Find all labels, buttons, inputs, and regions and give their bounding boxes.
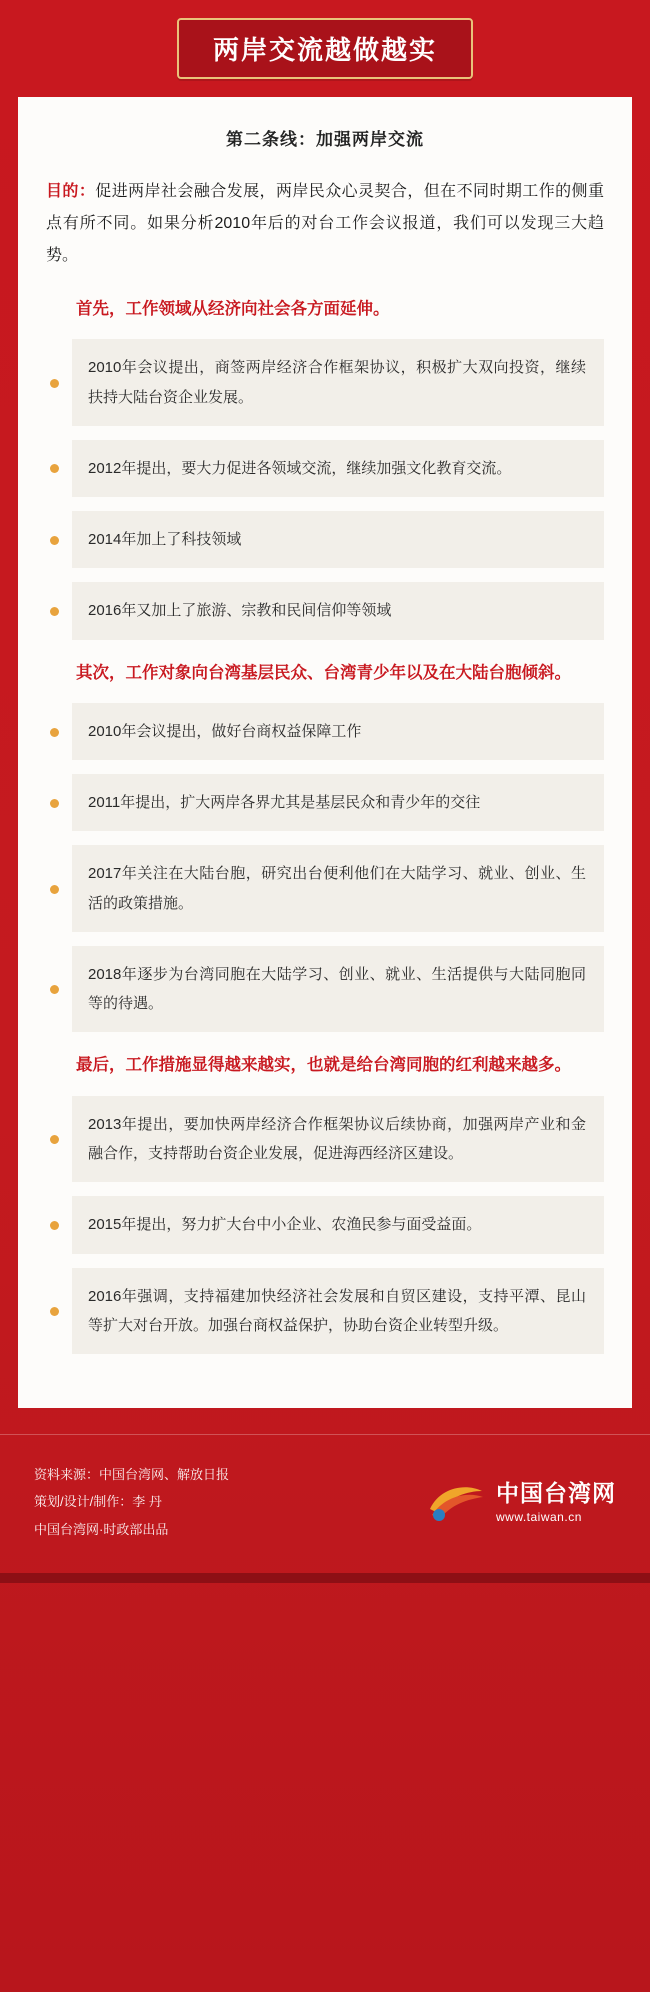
list-item-text: 2010年会议提出，做好台商权益保障工作 — [88, 722, 362, 740]
list-item-text: 2018年逐步为台湾同胞在大陆学习、创业、就业、生活提供与大陆同胞同等的待遇。 — [88, 965, 586, 1013]
content-card — [18, 97, 632, 1408]
site-logo[interactable] — [426, 1479, 616, 1525]
group-heading-2: 其次，工作对象向台湾基层民众、台湾青少年以及在大陆台胞倾斜。 — [76, 663, 571, 682]
bullet-dot-icon — [50, 799, 59, 808]
bullet-dot-icon — [50, 728, 59, 737]
bullet-dot-icon — [50, 1135, 59, 1144]
list-item — [72, 703, 604, 760]
footer-publisher: 中国台湾网·时政部出品 — [34, 1521, 169, 1537]
list-item — [72, 774, 604, 831]
taiwan-net-logo-icon — [426, 1479, 486, 1525]
list-item-text: 2010年会议提出，商签两岸经济合作框架协议，积极扩大双向投资，继续扶持大陆台资企业发展。 — [88, 359, 586, 406]
bullet-dot-icon — [50, 885, 59, 894]
list-item-text: 2014年加上了科技领域 — [88, 531, 242, 549]
lead-keyword: 目的： — [46, 183, 96, 200]
list-item-text: 2012年提出，要大力促进各领域交流，继续加强文化教育交流。 — [88, 459, 512, 477]
footer — [0, 1434, 650, 1573]
list-item-text: 2016年强调，支持福建加快经济社会发展和自贸区建设，支持平潭、昆山等扩大对台开放。加强台商权益保护，协助台资企业转型升级。 — [88, 1287, 586, 1334]
bullet-dot-icon — [50, 536, 59, 545]
bullet-list-3 — [46, 1096, 604, 1354]
list-item — [72, 1196, 604, 1253]
poster-title: 两岸交流越做越实 — [212, 35, 437, 65]
list-item — [72, 582, 604, 639]
list-item-text: 2013年提出，要加快两岸经济合作框架协议后续协商，加强两岸产业和金融合作，支持帮助台资企业发展，促进海西经济区建设。 — [88, 1115, 586, 1163]
list-item — [72, 339, 604, 426]
list-item — [72, 1268, 604, 1355]
list-item-text: 2017年关注在大陆台胞，研究出台便利他们在大陆学习、就业、创业、生活的政策措施。 — [88, 865, 586, 912]
list-item — [72, 440, 604, 497]
list-item — [72, 511, 604, 568]
bullet-dot-icon — [50, 379, 59, 388]
list-item — [72, 946, 604, 1033]
list-item-text: 2015年提出，努力扩大台中小企业、农渔民参与面受益面。 — [88, 1216, 482, 1234]
bullet-list-2 — [46, 703, 604, 1033]
bullet-dot-icon — [50, 464, 59, 473]
bullet-dot-icon — [50, 1221, 59, 1230]
title-banner — [177, 18, 473, 79]
logo-url: www.taiwan.cn — [496, 1510, 582, 1525]
list-item — [72, 1096, 604, 1183]
lead-paragraph — [46, 176, 604, 272]
bullet-list-1 — [46, 339, 604, 639]
section-heading: 第二条线：加强两岸交流 — [226, 130, 424, 149]
bullet-dot-icon — [50, 985, 59, 994]
banner-container — [0, 0, 650, 91]
list-item — [72, 845, 604, 932]
lead-text: 促进两岸社会融合发展，两岸民众心灵契合，但在不同时期工作的侧重点有所不同。如果分析2010年后的对台工作会议报道，我们可以发现三大趋势。 — [46, 183, 604, 264]
list-item-text: 2011年提出，扩大两岸各界尤其是基层民众和青少年的交往 — [88, 794, 481, 812]
bottom-bar — [0, 1573, 650, 1583]
group-heading-1: 首先，工作领域从经济向社会各方面延伸。 — [76, 300, 390, 318]
footer-credits — [34, 1461, 229, 1543]
footer-production: 策划/设计/制作：李 丹 — [34, 1494, 162, 1510]
bullet-dot-icon — [50, 1307, 59, 1316]
bullet-dot-icon — [50, 607, 59, 616]
logo-text-block — [496, 1480, 616, 1525]
list-item-text: 2016年又加上了旅游、宗教和民间信仰等领域 — [88, 602, 392, 620]
group-heading-3: 最后，工作措施显得越来越实，也就是给台湾同胞的红利越来越多。 — [76, 1056, 571, 1075]
footer-source: 资料来源：中国台湾网、解放日报 — [34, 1467, 230, 1483]
logo-name: 中国台湾网 — [496, 1479, 616, 1506]
